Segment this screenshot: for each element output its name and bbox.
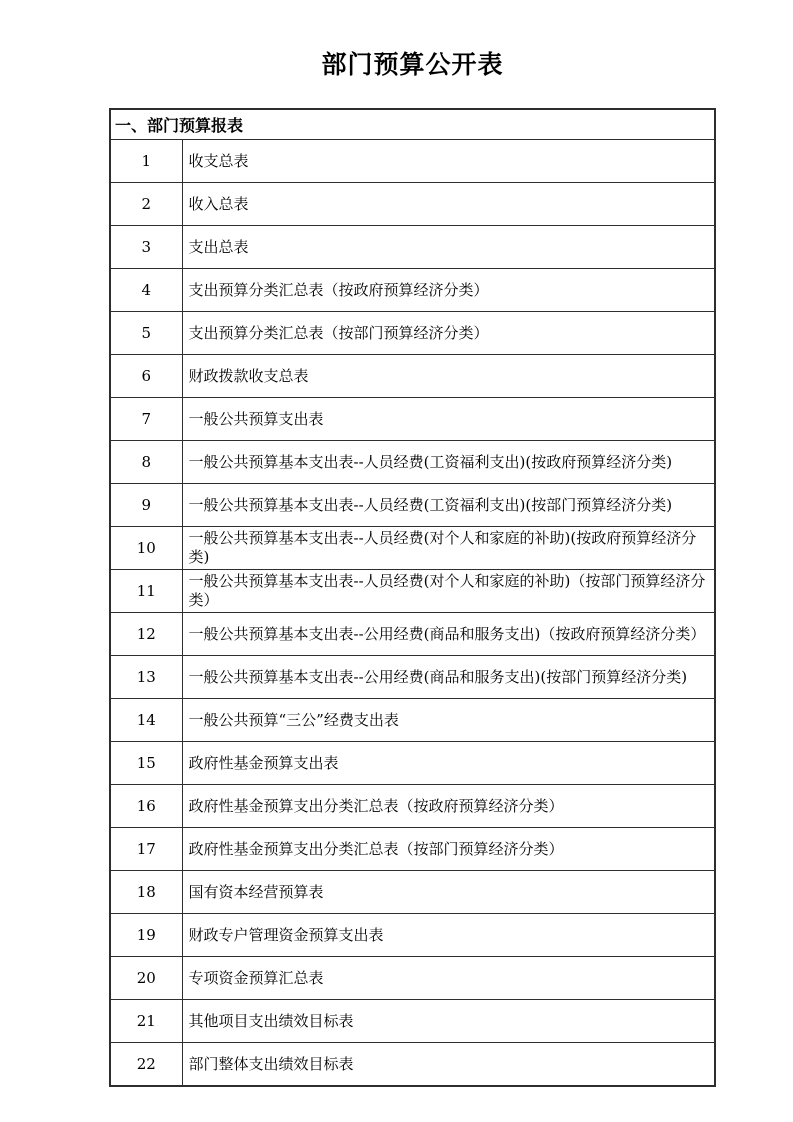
section-header-row: [110, 109, 715, 140]
row-title: 政府性基金预算支出分类汇总表（按部门预算经济分类）: [182, 828, 715, 871]
row-number: 15: [110, 742, 182, 785]
table-row: [110, 871, 715, 914]
row-title: 一般公共预算基本支出表--人员经费(工资福利支出)(按部门预算经济分类): [182, 484, 715, 527]
table-row: [110, 656, 715, 699]
row-number: 18: [110, 871, 182, 914]
row-number: 17: [110, 828, 182, 871]
section-header-body: [110, 109, 715, 140]
document-page: [109, 48, 716, 1087]
row-title: 支出预算分类汇总表（按政府预算经济分类）: [182, 269, 715, 312]
budget-table: [109, 108, 716, 1087]
table-row: [110, 527, 715, 570]
row-number: 19: [110, 914, 182, 957]
table-row: [110, 398, 715, 441]
row-number: 7: [110, 398, 182, 441]
row-number: 6: [110, 355, 182, 398]
row-title: 一般公共预算支出表: [182, 398, 715, 441]
row-number: 13: [110, 656, 182, 699]
table-row: [110, 957, 715, 1000]
table-row: [110, 226, 715, 269]
table-row: [110, 1000, 715, 1043]
row-number: 22: [110, 1043, 182, 1087]
table-row: [110, 914, 715, 957]
row-number: 1: [110, 140, 182, 183]
row-number: 5: [110, 312, 182, 355]
row-number: 20: [110, 957, 182, 1000]
table-row: [110, 484, 715, 527]
row-number: 16: [110, 785, 182, 828]
row-title: 收支总表: [182, 140, 715, 183]
table-row: [110, 570, 715, 613]
row-number: 14: [110, 699, 182, 742]
row-number: 10: [110, 527, 182, 570]
row-number: 12: [110, 613, 182, 656]
row-title: 政府性基金预算支出表: [182, 742, 715, 785]
row-title: 一般公共预算基本支出表--公用经费(商品和服务支出)（按政府预算经济分类）: [182, 613, 715, 656]
row-title: 收入总表: [182, 183, 715, 226]
table-row: [110, 1043, 715, 1087]
row-title: 其他项目支出绩效目标表: [182, 1000, 715, 1043]
row-number: 9: [110, 484, 182, 527]
table-row: [110, 742, 715, 785]
row-number: 11: [110, 570, 182, 613]
row-number: 4: [110, 269, 182, 312]
row-title: 一般公共预算基本支出表--公用经费(商品和服务支出)(按部门预算经济分类): [182, 656, 715, 699]
table-row: [110, 613, 715, 656]
row-number: 3: [110, 226, 182, 269]
table-row: [110, 269, 715, 312]
row-title: 支出总表: [182, 226, 715, 269]
row-title: 国有资本经营预算表: [182, 871, 715, 914]
row-title: 支出预算分类汇总表（按部门预算经济分类）: [182, 312, 715, 355]
section-header: 一、部门预算报表: [110, 109, 715, 140]
table-row: [110, 140, 715, 183]
table-row: [110, 828, 715, 871]
row-title: 财政专户管理资金预算支出表: [182, 914, 715, 957]
row-title: 专项资金预算汇总表: [182, 957, 715, 1000]
row-title: 一般公共预算基本支出表--人员经费(工资福利支出)(按政府预算经济分类): [182, 441, 715, 484]
table-row: [110, 441, 715, 484]
row-title: 部门整体支出绩效目标表: [182, 1043, 715, 1087]
row-title: 一般公共预算“三公”经费支出表: [182, 699, 715, 742]
row-title: 政府性基金预算支出分类汇总表（按政府预算经济分类）: [182, 785, 715, 828]
table-row: [110, 355, 715, 398]
table-row: [110, 312, 715, 355]
table-row: [110, 183, 715, 226]
row-number: 8: [110, 441, 182, 484]
row-title: 一般公共预算基本支出表--人员经费(对个人和家庭的补助)（按部门预算经济分类）: [182, 570, 715, 613]
table-row: [110, 699, 715, 742]
row-title: 一般公共预算基本支出表--人员经费(对个人和家庭的补助)(按政府预算经济分类): [182, 527, 715, 570]
page-title: 部门预算公开表: [321, 51, 504, 79]
row-number: 21: [110, 1000, 182, 1043]
table-row: [110, 785, 715, 828]
row-title: 财政拨款收支总表: [182, 355, 715, 398]
row-number: 2: [110, 183, 182, 226]
table-rows-body: [110, 140, 715, 1087]
